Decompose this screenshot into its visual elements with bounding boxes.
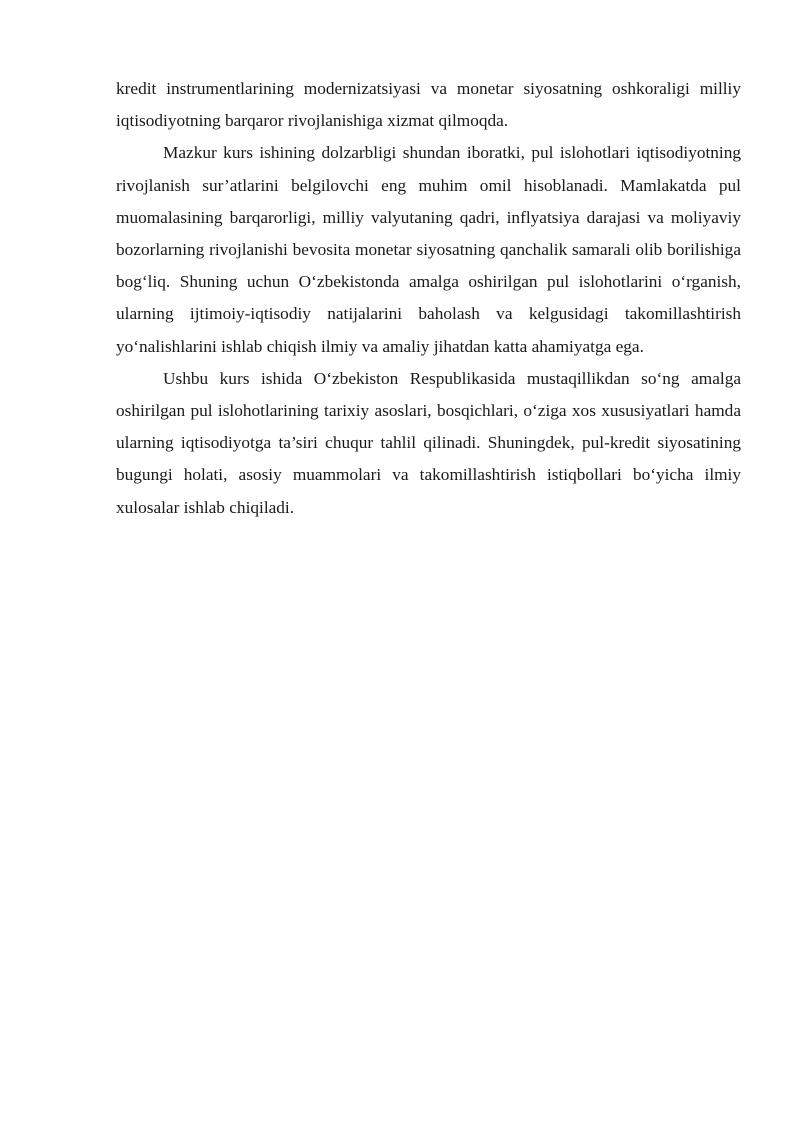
paragraph-continuation: kredit instrumentlarining modernizatsiyasi va monetar siyosatning oshkoraligi milliy iqtisodiyotning barqaror rivojlanishiga xizmat qilmoqda. xyxy=(116,79,741,131)
paragraph-course-scope: Ushbu kurs ishida O‘zbekiston Respublikasida mustaqillikdan so‘ng amalga oshirilgan pul islohotlarining tarixiy asoslari, bosqichlari, o‘ziga xos xususiyatlari hamda ularning iqtisodiyotga ta’siri chuqur tahlil qilinadi. Shuningdek, pul-kredit siyosatining bugungi holati, asosiy muammolari va takomillashtirish istiqbollari bo‘yicha ilmiy xulosalar ishlab chiqiladi. xyxy=(116,368,741,517)
paragraph-relevance: Mazkur kurs ishining dolzarbligi shundan iboratki, pul islohotlari iqtisodiyotning rivojlanish sur’atlarini belgilovchi eng muhim omil hisoblanadi. Mamlakatda pul muomalasining barqarorligi, milliy valyutaning qadri, inflyatsiya darajasi va moliyaviy bozorlarning rivojlanishi bevosita monetar siyosatning qanchalik samarali olib borilishiga bog‘liq. Shuning uchun O‘zbekistonda amalga oshirilgan pul islohotlarini o‘rganish, ularning ijtimoiy-iqtisodiy natijalarini baholash va kelgusidagi takomillashtirish yo‘nalishlarini ishlab chiqish ilmiy va amaliy jihatdan katta ahamiyatga ega. xyxy=(116,143,741,356)
document-body xyxy=(116,73,741,524)
